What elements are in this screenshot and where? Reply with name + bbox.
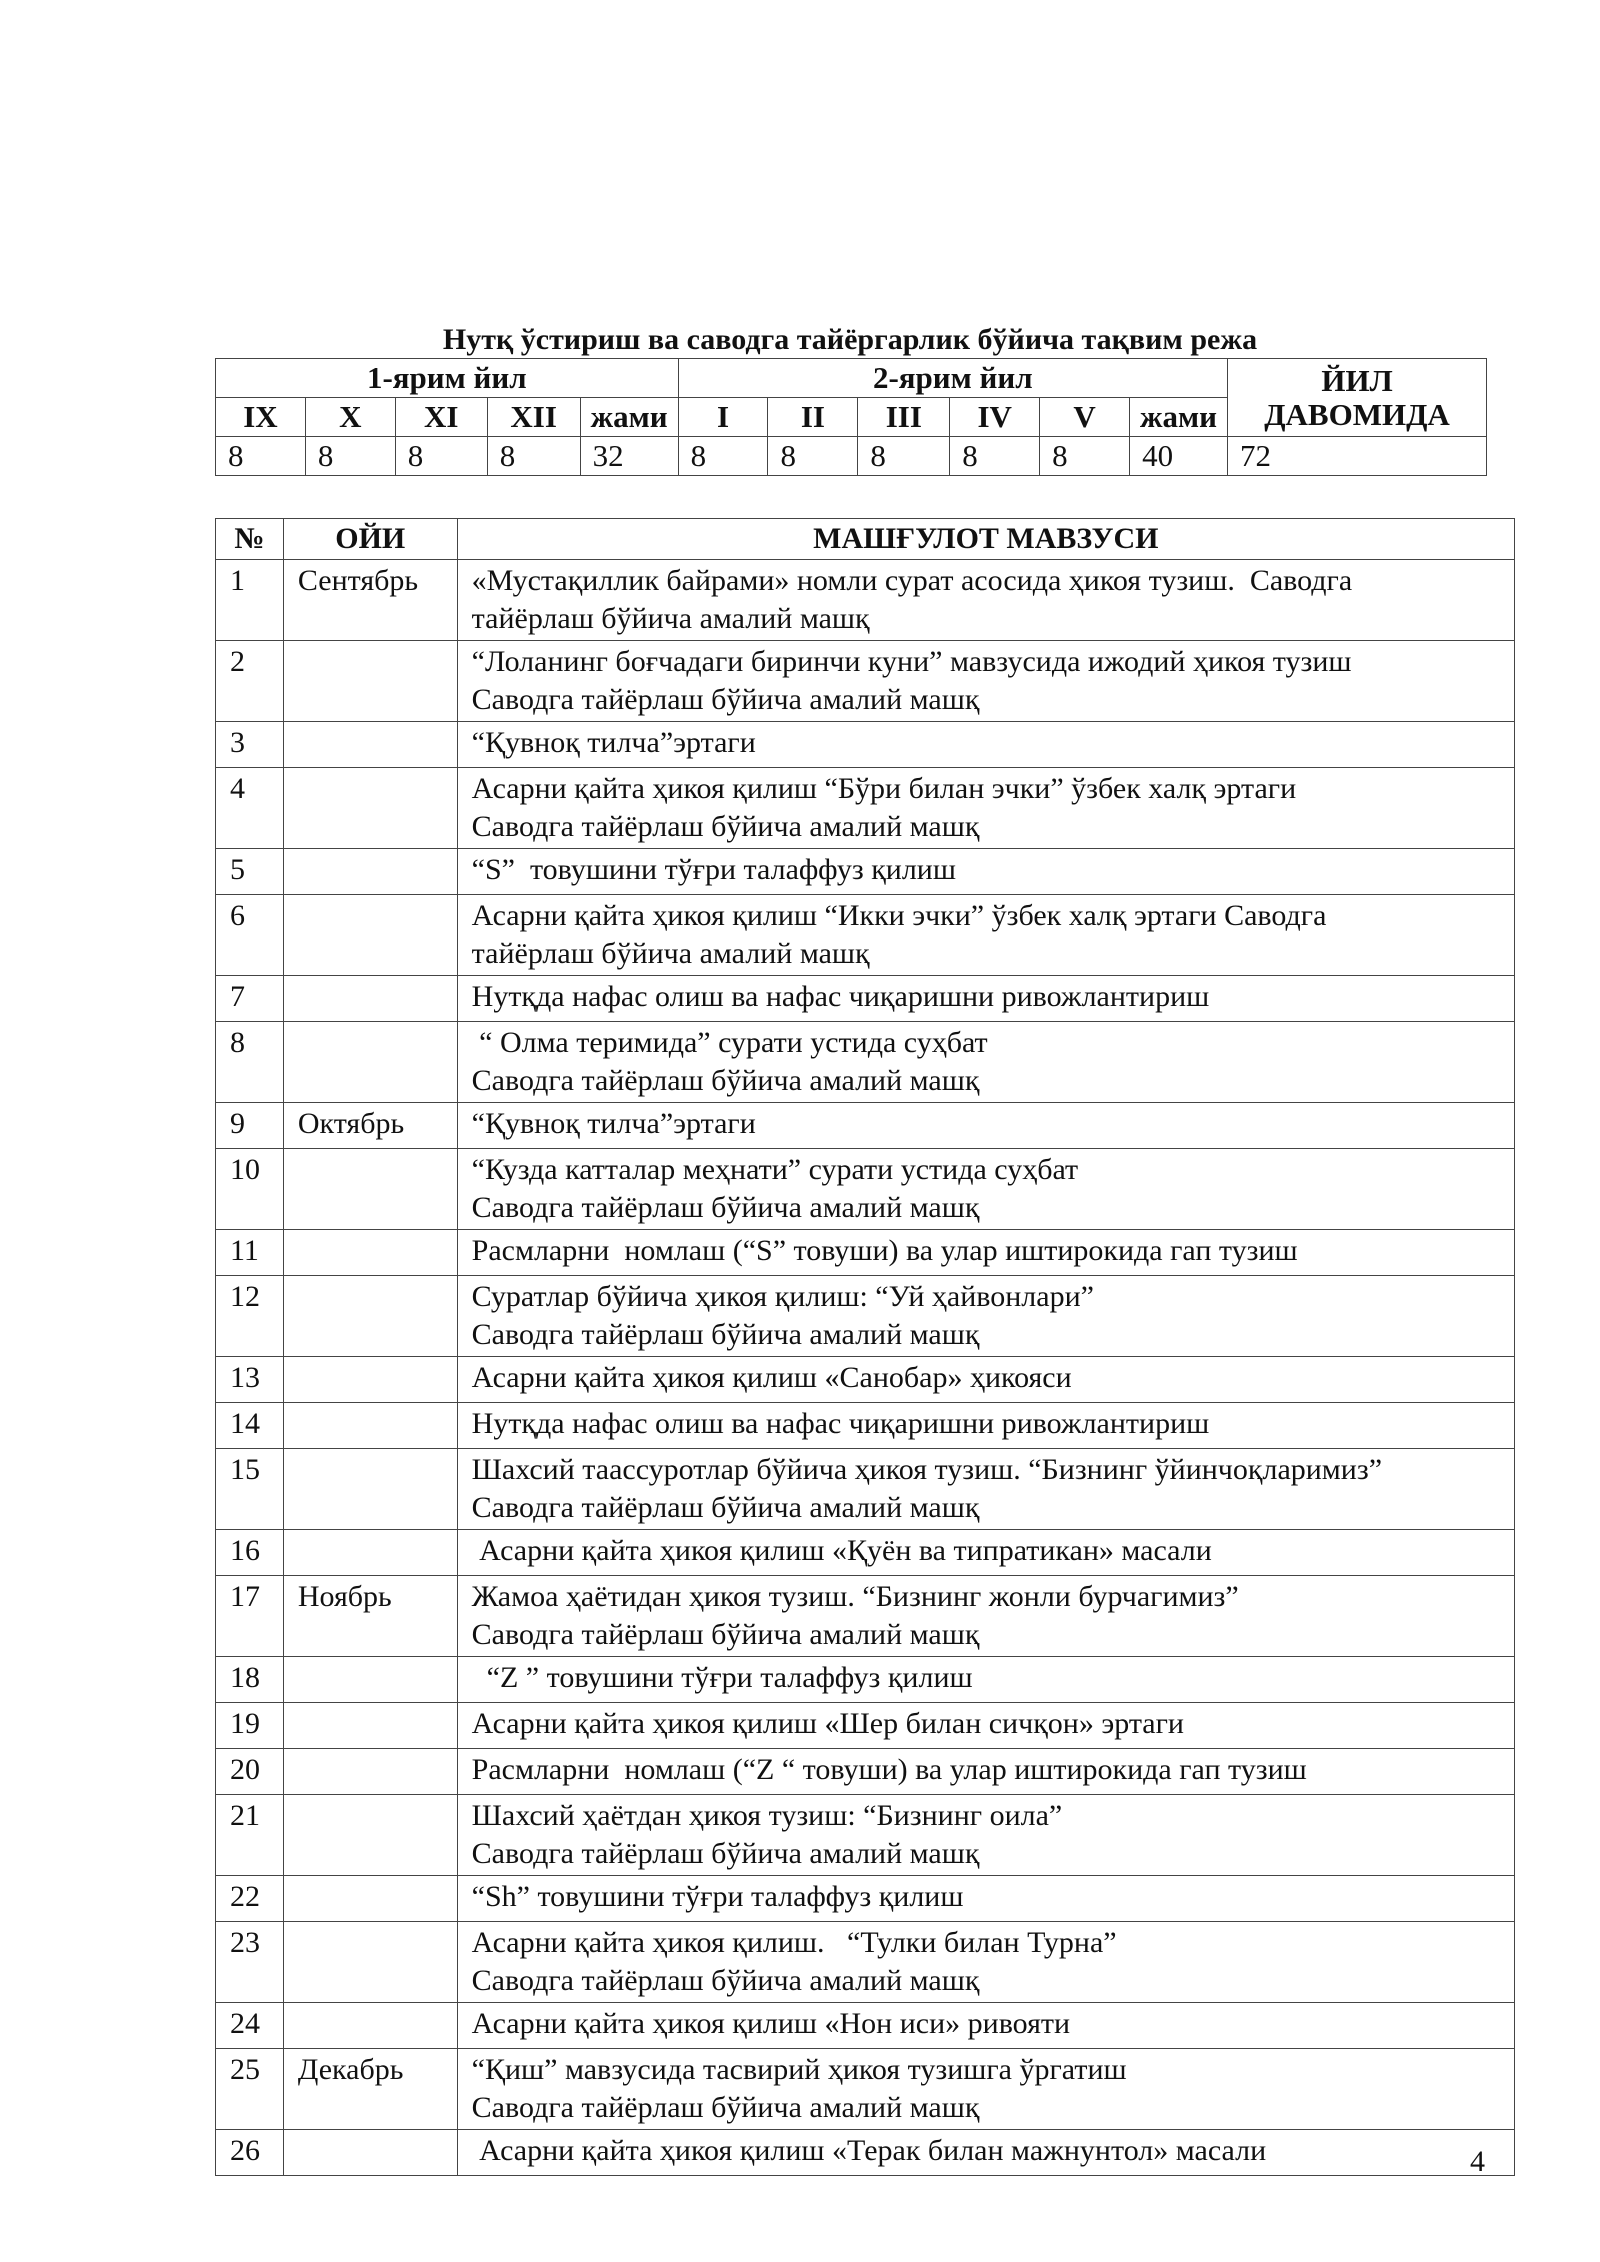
month-header: IX bbox=[216, 398, 306, 437]
topic-header: МАШҒУЛОТ МАВЗУСИ bbox=[457, 519, 1514, 560]
topic-line: Саводга тайёрлаш бўйича амалий машқ bbox=[471, 1964, 980, 1997]
row-month bbox=[283, 1022, 457, 1103]
month-header: XII bbox=[487, 398, 580, 437]
row-number: 19 bbox=[216, 1703, 284, 1749]
row-number: 5 bbox=[216, 849, 284, 895]
row-topic bbox=[457, 560, 1514, 641]
row-topic bbox=[457, 1357, 1514, 1403]
topic-line: “ Олма теримида” сурати устида суҳбат bbox=[471, 1026, 988, 1059]
month-column-header: ОЙИ bbox=[283, 519, 457, 560]
topic-line: “Кузда катталар меҳнати” сурати устида суҳбат bbox=[471, 1153, 1079, 1186]
plan-header-row bbox=[216, 519, 1515, 560]
table-row bbox=[216, 1876, 1515, 1922]
table-row bbox=[216, 976, 1515, 1022]
table-row bbox=[216, 1230, 1515, 1276]
row-number: 20 bbox=[216, 1749, 284, 1795]
row-number: 23 bbox=[216, 1922, 284, 2003]
topic-line: Саводга тайёрлаш бўйича амалий машқ bbox=[471, 2091, 980, 2124]
row-topic bbox=[457, 1749, 1514, 1795]
topic-line: Саводга тайёрлаш бўйича амалий машқ bbox=[471, 1618, 980, 1651]
row-number: 12 bbox=[216, 1276, 284, 1357]
row-topic bbox=[457, 1703, 1514, 1749]
topic-line: Асарни қайта ҳикоя қилиш «Терак билан мажнунтол» масали bbox=[471, 2134, 1267, 2167]
row-month: Декабрь bbox=[283, 2049, 457, 2130]
row-month bbox=[283, 1149, 457, 1230]
table-row bbox=[216, 1022, 1515, 1103]
row-number: 24 bbox=[216, 2003, 284, 2049]
table-row bbox=[216, 1703, 1515, 1749]
topic-line: Шахсий таассуротлар бўйича ҳикоя тузиш. “Бизнинг ўйинчоқларимиз” bbox=[471, 1453, 1383, 1486]
topic-line: “Қиш” мавзусида тасвирий ҳикоя тузишга ўргатиш bbox=[471, 2053, 1127, 2086]
row-month bbox=[283, 2130, 457, 2176]
topic-line: Саводга тайёрлаш бўйича амалий машқ bbox=[471, 683, 980, 716]
topic-line: “Қувноқ тилча”эртаги bbox=[471, 1107, 756, 1140]
row-month bbox=[283, 1449, 457, 1530]
summary-values-row bbox=[216, 437, 1487, 476]
row-number: 3 bbox=[216, 722, 284, 768]
topic-line: Саводга тайёрлаш бўйича амалий машқ bbox=[471, 1191, 980, 1224]
row-topic bbox=[457, 1449, 1514, 1530]
row-month bbox=[283, 722, 457, 768]
row-number: 10 bbox=[216, 1149, 284, 1230]
hours-value: 8 bbox=[768, 437, 858, 476]
row-number: 7 bbox=[216, 976, 284, 1022]
row-topic bbox=[457, 1230, 1514, 1276]
row-number: 16 bbox=[216, 1530, 284, 1576]
topic-line: Асарни қайта ҳикоя қилиш «Қуён ва типратикан» масали bbox=[471, 1534, 1212, 1567]
row-topic bbox=[457, 641, 1514, 722]
hours-value: 8 bbox=[858, 437, 950, 476]
hours-value: 8 bbox=[487, 437, 580, 476]
topic-line: тайёрлаш бўйича амалий машқ bbox=[471, 937, 870, 970]
row-month: Сентябрь bbox=[283, 560, 457, 641]
table-row bbox=[216, 1922, 1515, 2003]
table-row bbox=[216, 1530, 1515, 1576]
topic-line: Асарни қайта ҳикоя қилиш «Нон иси» ривояти bbox=[471, 2007, 1071, 2040]
half1-total: 32 bbox=[580, 437, 678, 476]
topic-line: Саводга тайёрлаш бўйича амалий машқ bbox=[471, 1318, 980, 1351]
row-topic bbox=[457, 1403, 1514, 1449]
row-month bbox=[283, 849, 457, 895]
table-row bbox=[216, 560, 1515, 641]
row-number: 22 bbox=[216, 1876, 284, 1922]
row-number: 1 bbox=[216, 560, 284, 641]
month-header: III bbox=[858, 398, 950, 437]
row-month bbox=[283, 768, 457, 849]
row-topic bbox=[457, 1795, 1514, 1876]
table-row bbox=[216, 1449, 1515, 1530]
row-month bbox=[283, 976, 457, 1022]
month-header: II bbox=[768, 398, 858, 437]
topic-line: “Лоланинг боғчадаги биринчи куни” мавзусида ижодий ҳикоя тузиш bbox=[471, 645, 1352, 678]
topic-line: “S” товушини тўғри талаффуз қилиш bbox=[471, 853, 956, 886]
row-topic bbox=[457, 768, 1514, 849]
month-header: XI bbox=[395, 398, 487, 437]
row-number: 17 bbox=[216, 1576, 284, 1657]
table-row bbox=[216, 2130, 1515, 2176]
row-topic bbox=[457, 1657, 1514, 1703]
topic-line: Асарни қайта ҳикоя қилиш «Санобар» ҳикояси bbox=[471, 1361, 1072, 1394]
topic-line: Саводга тайёрлаш бўйича амалий машқ bbox=[471, 1491, 980, 1524]
half2-total: 40 bbox=[1130, 437, 1228, 476]
hours-value: 8 bbox=[678, 437, 768, 476]
row-number: 9 bbox=[216, 1103, 284, 1149]
row-month bbox=[283, 895, 457, 976]
hours-value: 8 bbox=[1040, 437, 1130, 476]
row-month bbox=[283, 2003, 457, 2049]
hours-value: 8 bbox=[305, 437, 395, 476]
row-month bbox=[283, 1703, 457, 1749]
table-row bbox=[216, 1795, 1515, 1876]
topic-line: “Sh” товушини тўғри талаффуз қилиш bbox=[471, 1880, 964, 1913]
row-topic bbox=[457, 1576, 1514, 1657]
row-number: 15 bbox=[216, 1449, 284, 1530]
topic-line: Жамоа ҳаётидан ҳикоя тузиш. “Бизнинг жонли бурчагимиз” bbox=[471, 1580, 1239, 1613]
topic-line: Суратлар бўйича ҳикоя қилиш: “Уй ҳайвонлари” bbox=[471, 1280, 1094, 1313]
page-title: Нутқ ўстириш ва саводга тайёргарлик бўйича тақвим режа bbox=[442, 323, 1258, 356]
row-topic bbox=[457, 895, 1514, 976]
topic-line: Саводга тайёрлаш бўйича амалий машқ bbox=[471, 810, 980, 843]
row-number: 18 bbox=[216, 1657, 284, 1703]
table-row bbox=[216, 1657, 1515, 1703]
row-number: 2 bbox=[216, 641, 284, 722]
row-topic bbox=[457, 1276, 1514, 1357]
hours-value: 8 bbox=[950, 437, 1040, 476]
topic-line: Нутқда нафас олиш ва нафас чиқаришни ривожлантириш bbox=[471, 1407, 1210, 1440]
month-header: V bbox=[1040, 398, 1130, 437]
table-row bbox=[216, 1103, 1515, 1149]
topic-line: Нутқда нафас олиш ва нафас чиқаришни ривожлантириш bbox=[471, 980, 1210, 1013]
table-row bbox=[216, 1276, 1515, 1357]
row-topic bbox=[457, 1022, 1514, 1103]
row-month bbox=[283, 1922, 457, 2003]
row-topic bbox=[457, 849, 1514, 895]
row-topic bbox=[457, 2130, 1514, 2176]
row-topic bbox=[457, 976, 1514, 1022]
table-row bbox=[216, 641, 1515, 722]
year-label: ЙИЛ ДАВОМИДА bbox=[1228, 359, 1487, 437]
table-row bbox=[216, 895, 1515, 976]
row-month: Октябрь bbox=[283, 1103, 457, 1149]
row-topic bbox=[457, 1530, 1514, 1576]
table-row bbox=[216, 849, 1515, 895]
hours-value: 8 bbox=[395, 437, 487, 476]
row-topic bbox=[457, 1876, 1514, 1922]
hours-value: 8 bbox=[216, 437, 306, 476]
row-month bbox=[283, 1357, 457, 1403]
topic-line: “Z ” товушини тўғри талаффуз қилиш bbox=[471, 1661, 973, 1694]
half2-total-header: жами bbox=[1130, 398, 1228, 437]
row-topic bbox=[457, 722, 1514, 768]
row-number: 6 bbox=[216, 895, 284, 976]
row-number: 8 bbox=[216, 1022, 284, 1103]
topic-line: Саводга тайёрлаш бўйича амалий машқ bbox=[471, 1837, 980, 1870]
row-month bbox=[283, 1876, 457, 1922]
month-header: X bbox=[305, 398, 395, 437]
month-header: IV bbox=[950, 398, 1040, 437]
table-row bbox=[216, 2003, 1515, 2049]
row-number: 13 bbox=[216, 1357, 284, 1403]
table-row bbox=[216, 1576, 1515, 1657]
lesson-plan-table bbox=[215, 518, 1515, 2176]
row-month bbox=[283, 1530, 457, 1576]
row-number: 14 bbox=[216, 1403, 284, 1449]
topic-line: Расмларни номлаш (“Z “ товуши) ва улар иштирокида гап тузиш bbox=[471, 1753, 1307, 1786]
topic-line: «Мустақиллик байрами» номли сурат асосида ҳикоя тузиш. Саводга bbox=[471, 564, 1353, 597]
table-row bbox=[216, 1749, 1515, 1795]
row-number: 11 bbox=[216, 1230, 284, 1276]
topic-line: Асарни қайта ҳикоя қилиш «Шер билан сичқон» эртаги bbox=[471, 1707, 1184, 1740]
row-topic bbox=[457, 1149, 1514, 1230]
month-header: I bbox=[678, 398, 768, 437]
row-topic bbox=[457, 1103, 1514, 1149]
year-total: 72 bbox=[1228, 437, 1487, 476]
row-topic bbox=[457, 2003, 1514, 2049]
row-month bbox=[283, 1276, 457, 1357]
topic-line: тайёрлаш бўйича амалий машқ bbox=[471, 602, 870, 635]
topic-line: Асарни қайта ҳикоя қилиш “Бўри билан эчки” ўзбек халқ эртаги bbox=[471, 772, 1297, 805]
topic-line: Асарни қайта ҳикоя қилиш “Икки эчки” ўзбек халқ эртаги Саводга bbox=[471, 899, 1327, 932]
row-month bbox=[283, 1657, 457, 1703]
table-row bbox=[216, 1403, 1515, 1449]
topic-line: Шахсий ҳаётдан ҳикоя тузиш: “Бизнинг оила” bbox=[471, 1799, 1063, 1832]
row-number: 21 bbox=[216, 1795, 284, 1876]
row-topic bbox=[457, 2049, 1514, 2130]
half2-label: 2-ярим йил bbox=[678, 359, 1227, 398]
summary-header-row bbox=[216, 359, 1487, 398]
row-month: Ноябрь bbox=[283, 1576, 457, 1657]
half1-label: 1-ярим йил bbox=[216, 359, 679, 398]
topic-line: “Қувноқ тилча”эртаги bbox=[471, 726, 756, 759]
plan-body bbox=[216, 560, 1515, 2176]
row-month bbox=[283, 1749, 457, 1795]
row-month bbox=[283, 641, 457, 722]
table-row bbox=[216, 2049, 1515, 2130]
row-number: 4 bbox=[216, 768, 284, 849]
topic-line: Асарни қайта ҳикоя қилиш. “Тулки билан Турна” bbox=[471, 1926, 1117, 1959]
row-number: 25 bbox=[216, 2049, 284, 2130]
half1-total-header: жами bbox=[580, 398, 678, 437]
topic-line: Расмларни номлаш (“S” товуши) ва улар иштирокида гап тузиш bbox=[471, 1234, 1298, 1267]
number-header: № bbox=[216, 519, 284, 560]
row-number: 26 bbox=[216, 2130, 284, 2176]
row-month bbox=[283, 1795, 457, 1876]
table-row bbox=[216, 1149, 1515, 1230]
hours-summary-table bbox=[215, 358, 1487, 476]
row-month bbox=[283, 1403, 457, 1449]
page-number: 4 bbox=[1470, 2145, 1485, 2178]
topic-line: Саводга тайёрлаш бўйича амалий машқ bbox=[471, 1064, 980, 1097]
row-topic bbox=[457, 1922, 1514, 2003]
row-month bbox=[283, 1230, 457, 1276]
table-row bbox=[216, 768, 1515, 849]
table-row bbox=[216, 722, 1515, 768]
table-row bbox=[216, 1357, 1515, 1403]
